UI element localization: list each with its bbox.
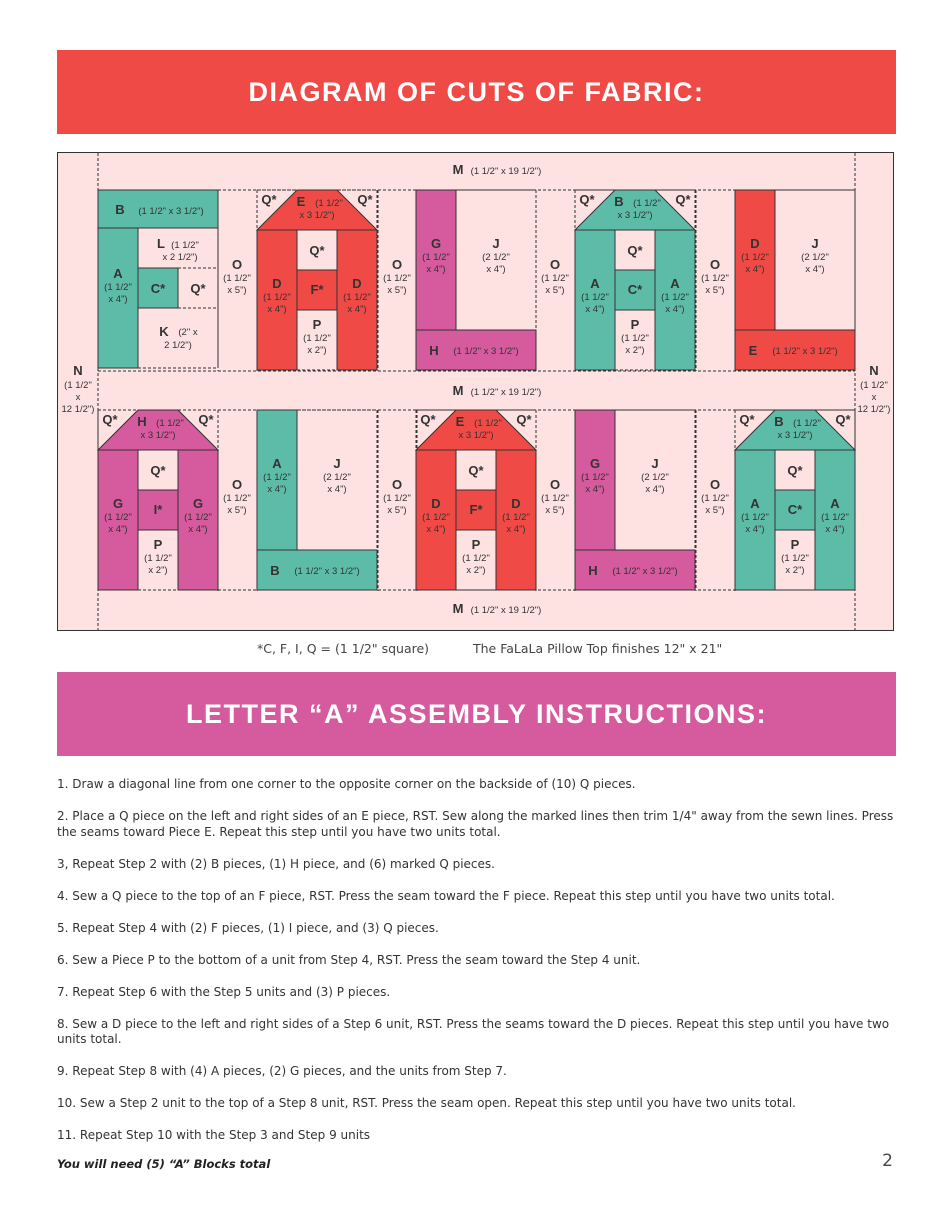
M-size: (1 1/2" x 19 1/2") (470, 605, 542, 616)
P-size: (1 1/2" (781, 553, 809, 564)
A-letter: A (670, 276, 680, 291)
Q-letter: Q* (198, 412, 214, 427)
step-11: 11. Repeat Step 10 with the Step 3 and Step 9 units (57, 1128, 371, 1142)
diagram-title: DIAGRAM OF CUTS OF FABRIC: (248, 76, 705, 107)
A-size: (1 1/2" (661, 292, 689, 303)
step-1: 1. Draw a diagonal line from one corner to the opposite corner on the backside of (10) Q pieces. (57, 777, 636, 791)
A-letter: A (750, 496, 760, 511)
O-strip-letter: O (391, 477, 403, 492)
diagram-notes (0, 641, 950, 659)
G-size: x 4") (585, 484, 605, 495)
B-letter: B (270, 563, 280, 578)
step-10: 10. Sew a Step 2 unit to the top of a Step 8 unit, RST. Press the seam open. Repeat this step until you have two units total. (57, 1096, 796, 1110)
N-size: (1 1/2" (64, 380, 92, 391)
O-strip-size: (1 1/2" (223, 273, 251, 284)
B-size: (1 1/2" (633, 198, 661, 209)
B-size: (1 1/2" (793, 418, 821, 429)
M-letter: M (452, 601, 464, 616)
Q-letter: Q* (261, 192, 277, 207)
E-size: (1 1/2" x 3 1/2") (772, 346, 838, 357)
D-size: (1 1/2" (741, 252, 769, 263)
D-letter: D (511, 496, 521, 511)
N-size: (1 1/2" (860, 380, 888, 391)
O-strip-letter: O (709, 477, 721, 492)
J-size: x 4") (327, 484, 347, 495)
M-size: (1 1/2" x 19 1/2") (470, 166, 542, 177)
O-strip-size: (1 1/2" (541, 273, 569, 284)
P-size: x 2") (148, 565, 168, 576)
A-size: x 4") (825, 524, 845, 535)
B-size: (1 1/2" x 3 1/2") (294, 566, 360, 577)
D-size: (1 1/2" (422, 512, 450, 523)
O-strip-size: x 5") (227, 285, 247, 296)
O-strip-letter: O (709, 257, 721, 272)
O-strip-size: x 5") (387, 505, 407, 516)
O-strip-size: (1 1/2" (541, 493, 569, 504)
N-size: 12 1/2") (857, 404, 891, 415)
P-size: x 2") (785, 565, 805, 576)
O-strip-size: (1 1/2" (701, 273, 729, 284)
M-letter: M (452, 383, 464, 398)
P-size: x 2") (625, 345, 645, 356)
O-strip-letter: O (549, 257, 561, 272)
D-letter: D (272, 276, 282, 291)
G-size: (1 1/2" (422, 252, 450, 263)
B-letter: B (774, 414, 784, 429)
A-size: x 4") (585, 304, 605, 315)
square-note: *C, F, I, Q = (1 1/2" square) (257, 641, 430, 656)
J-letter: J (333, 456, 341, 471)
step-7: 7. Repeat Step 6 with the Step 5 units and (3) P pieces. (57, 984, 391, 999)
H-size: (1 1/2" (156, 418, 184, 429)
D-size: (1 1/2" (343, 292, 371, 303)
J-size: x 4") (486, 264, 506, 275)
B-size: (1 1/2" x 3 1/2") (138, 206, 204, 217)
J-size: (2 1/2" (482, 252, 510, 263)
Q-letter: Q* (190, 281, 206, 296)
G-letter: G (192, 496, 204, 511)
Q-letter: Q* (420, 412, 436, 427)
O-strip-size: x 5") (705, 285, 725, 296)
J-size: (2 1/2" (323, 472, 351, 483)
K-letter: K (159, 324, 169, 339)
O-strip-size: x 5") (227, 505, 247, 516)
A-size: (1 1/2" (104, 282, 132, 293)
step-5: 5. Repeat Step 4 with (2) F pieces, (1) I piece, and (3) Q pieces. (57, 920, 439, 935)
N-size: x (75, 392, 81, 403)
step-9: 9. Repeat Step 8 with (4) A pieces, (2) G pieces, and the units from Step 7. (57, 1064, 507, 1078)
P-size: (1 1/2" (621, 333, 649, 344)
step-8: 8. Sew a D piece to the left and right sides of a Step 6 unit, RST. Press the seams toward the D pieces. Repeat this step until you have two units total. (57, 1016, 890, 1046)
A-size: (1 1/2" (821, 512, 849, 523)
D-letter: D (750, 236, 760, 251)
A-size: (1 1/2" (263, 472, 291, 483)
L-letter: L (157, 236, 165, 251)
P-letter: P (630, 317, 640, 332)
H-letter: H (588, 563, 598, 578)
J-size: (2 1/2" (641, 472, 669, 483)
J-letter: J (492, 236, 500, 251)
fabric-cut-diagram (57, 152, 894, 631)
O-strip-size: (1 1/2" (223, 493, 251, 504)
E-letter: E (455, 414, 465, 429)
A-size: x 4") (745, 524, 765, 535)
D-size: x 4") (506, 524, 526, 535)
Q-letter: Q* (627, 243, 643, 258)
E-letter: E (296, 194, 306, 209)
A-size: x 4") (665, 304, 685, 315)
N-size: 12 1/2") (61, 404, 95, 415)
Q-letter: Q* (787, 463, 803, 478)
H-letter: H (137, 414, 147, 429)
N-letter: N (73, 363, 83, 378)
G-size: x 4") (426, 264, 446, 275)
A-letter: A (272, 456, 282, 471)
G-size: (1 1/2" (104, 512, 132, 523)
C-letter: C* (787, 502, 803, 517)
E-size: (1 1/2" (474, 418, 502, 429)
P-letter: P (312, 317, 322, 332)
H-letter: H (429, 343, 439, 358)
G-size: (1 1/2" (581, 472, 609, 483)
C-letter: C* (627, 282, 643, 297)
E-size: x 3 1/2") (299, 210, 335, 221)
E-size: (1 1/2" (315, 198, 343, 209)
M-size: (1 1/2" x 19 1/2") (470, 387, 542, 398)
A-letter: A (590, 276, 600, 291)
O-strip-letter: O (231, 257, 243, 272)
J-letter: J (811, 236, 819, 251)
G-letter: G (430, 236, 442, 251)
P-size: (1 1/2" (462, 553, 490, 564)
O-strip-size: x 5") (545, 505, 565, 516)
A-size: (1 1/2" (741, 512, 769, 523)
O-strip-size: (1 1/2" (701, 493, 729, 504)
L-size: (1 1/2" (171, 240, 199, 251)
Q-letter: Q* (516, 412, 532, 427)
Q-letter: Q* (309, 243, 325, 258)
F-letter: F* (469, 502, 483, 517)
step-2: 2. Place a Q piece on the left and right sides of an E piece, RST. Sew along the marked lines then trim 1/4" away from the sewn lines. Press the seams toward Piece E. Repeat this step until you have two units total. (57, 809, 894, 839)
K-size: 2 1/2") (164, 340, 192, 351)
blocks-needed-note: You will need (5) “A” Blocks total (57, 1157, 271, 1171)
D-size: x 4") (426, 524, 446, 535)
D-letter: D (352, 276, 362, 291)
A-size: x 4") (267, 484, 287, 495)
step-4: 4. Sew a Q piece to the top of an F piece, RST. Press the seam toward the F piece. Repeat this step until you have two units total. (57, 888, 835, 903)
A-letter: A (830, 496, 840, 511)
J-size: x 4") (645, 484, 665, 495)
O-strip-letter: O (231, 477, 243, 492)
G-size: x 4") (188, 524, 208, 535)
O-strip-size: x 5") (387, 285, 407, 296)
A-size: (1 1/2" (581, 292, 609, 303)
D-size: (1 1/2" (502, 512, 530, 523)
I-letter: I* (153, 502, 163, 517)
P-letter: P (790, 537, 800, 552)
P-size: x 2") (307, 345, 327, 356)
O-strip-size: x 5") (705, 505, 725, 516)
G-size: x 4") (108, 524, 128, 535)
P-size: (1 1/2" (144, 553, 172, 564)
D-size: x 4") (347, 304, 367, 315)
finish-size-note: The FaLaLa Pillow Top finishes 12" x 21" (473, 641, 723, 656)
O-strip-size: x 5") (545, 285, 565, 296)
Q-letter: Q* (357, 192, 373, 207)
Q-letter: Q* (675, 192, 691, 207)
diagram-title-banner (57, 50, 896, 134)
assembly-steps (57, 777, 895, 1160)
instructions-title-banner (57, 672, 896, 756)
D-letter: D (431, 496, 441, 511)
P-letter: P (471, 537, 481, 552)
C-letter: C* (150, 281, 166, 296)
F-letter: F* (310, 282, 324, 297)
N-letter: N (869, 363, 879, 378)
B-size: x 3 1/2") (777, 430, 813, 441)
J-letter: J (651, 456, 659, 471)
O-strip-size: (1 1/2" (383, 273, 411, 284)
G-letter: G (112, 496, 124, 511)
D-size: (1 1/2" (263, 292, 291, 303)
D-size: x 4") (267, 304, 287, 315)
J-size: x 4") (805, 264, 825, 275)
Q-letter: Q* (150, 463, 166, 478)
N-size: x (871, 392, 877, 403)
Q-letter: Q* (468, 463, 484, 478)
O-strip-letter: O (391, 257, 403, 272)
L-size: x 2 1/2") (162, 252, 198, 263)
B-size: x 3 1/2") (617, 210, 653, 221)
Q-letter: Q* (102, 412, 118, 427)
P-size: x 2") (466, 565, 486, 576)
step-6: 6. Sew a Piece P to the bottom of a unit from Step 4, RST. Press the seam toward the Step 4 unit. (57, 952, 641, 967)
fabric-cut-diagram-svg (58, 153, 895, 632)
step-3: 3, Repeat Step 2 with (2) B pieces, (1) H piece, and (6) marked Q pieces. (57, 856, 495, 871)
H-size: (1 1/2" x 3 1/2") (453, 346, 519, 357)
instructions-title: LETTER “A” ASSEMBLY INSTRUCTIONS: (185, 698, 768, 729)
page-number: 2 (882, 1151, 893, 1171)
E-size: x 3 1/2") (458, 430, 494, 441)
A-letter: A (113, 266, 123, 281)
Q-letter: Q* (579, 192, 595, 207)
M-letter: M (452, 162, 464, 177)
B-letter: B (614, 194, 624, 209)
J-size: (2 1/2" (801, 252, 829, 263)
P-size: (1 1/2" (303, 333, 331, 344)
P-letter: P (153, 537, 163, 552)
G-size: (1 1/2" (184, 512, 212, 523)
O-strip-letter: O (549, 477, 561, 492)
K-size: (2" x (178, 327, 198, 338)
O-strip-size: (1 1/2" (383, 493, 411, 504)
D-size: x 4") (745, 264, 765, 275)
H-size: x 3 1/2") (140, 430, 176, 441)
G-letter: G (589, 456, 601, 471)
B-letter: B (115, 202, 125, 217)
Q-letter: Q* (739, 412, 755, 427)
Q-letter: Q* (835, 412, 851, 427)
E-letter: E (748, 343, 758, 358)
A-size: x 4") (108, 294, 128, 305)
H-size: (1 1/2" x 3 1/2") (612, 566, 678, 577)
